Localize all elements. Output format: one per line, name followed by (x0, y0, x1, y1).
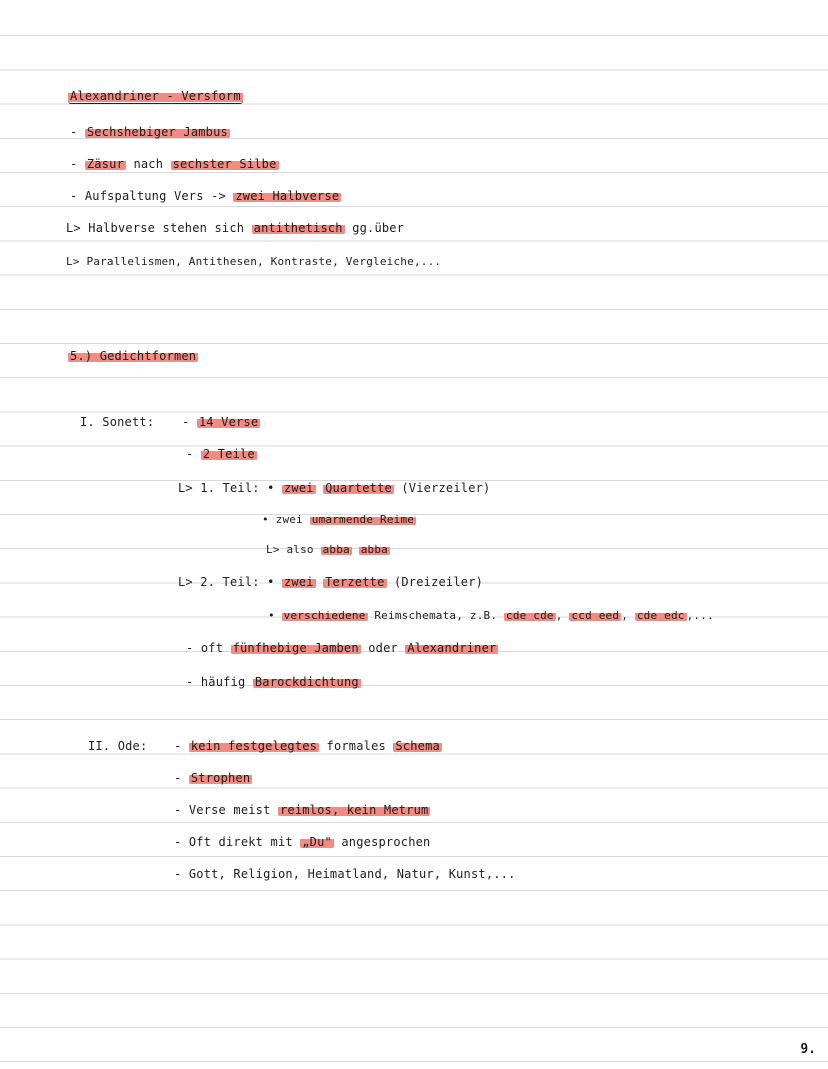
section-heading (68, 348, 198, 364)
text-oder: oder (368, 641, 398, 655)
highlight-14-verse: 14 Verse (198, 415, 259, 429)
text-angesprochen: angesprochen (341, 835, 431, 849)
text-reimschemata: Reimschemata, z.B. (374, 609, 498, 622)
ode-label-text: II. Ode: (88, 739, 148, 753)
alexandriner-heading (68, 88, 243, 104)
text-nach: nach (133, 157, 164, 171)
sonett-line-4 (262, 512, 416, 528)
ode-label (88, 738, 147, 754)
highlight-sechshebiger-jambus: Sechshebiger Jambus (86, 125, 228, 139)
ode-line-5 (174, 866, 516, 882)
highlight-strophen: Strophen (190, 771, 251, 785)
dash: - (70, 157, 78, 171)
highlight-abba-1: abba (322, 543, 350, 556)
highlight-terzette: Terzette (325, 575, 385, 589)
alexandriner-title: Alexandriner - Versform (70, 89, 241, 103)
highlight-du: „Du" (302, 835, 332, 849)
highlight-zwei: zwei (283, 575, 314, 589)
dash: - (186, 447, 194, 461)
text-ellipsis: ,... (686, 609, 714, 622)
highlight-quartette: Quartette (325, 481, 392, 495)
alexandriner-line-1 (70, 124, 230, 140)
dash: - (70, 125, 78, 139)
highlight-barockdichtung: Barockdichtung (254, 675, 359, 689)
comma: , (621, 609, 629, 622)
ode-line-4 (174, 834, 430, 850)
text-parallelismen: L> Parallelismen, Antithesen, Kontraste, Vergleiche,... (66, 255, 442, 268)
highlight-antithetisch: antithetisch (253, 221, 343, 235)
highlight-abba-2: abba (360, 543, 389, 556)
sonett-line-6 (178, 574, 483, 590)
alexandriner-line-2 (70, 156, 279, 172)
sonett-label (80, 414, 154, 430)
text-oft-direkt-mit: - Oft direkt mit (174, 835, 293, 849)
highlight-sechster-silbe: sechster Silbe (172, 157, 277, 171)
text-dreizeiler: (Dreizeiler) (393, 575, 484, 589)
text-zweiter-teil: L> 2. Teil: • (178, 575, 275, 589)
highlight-verschiedene: verschiedene (283, 609, 366, 622)
text-vierzeiler: (Vierzeiler) (401, 481, 491, 495)
text-formales: formales (326, 739, 386, 753)
sonett-line-1 (182, 414, 260, 430)
alexandriner-line-4 (66, 220, 404, 236)
sonett-label-text: I. Sonett: (80, 415, 155, 429)
highlight-kein-festgelegtes: kein festgelegtes (190, 739, 318, 753)
sonett-line-2 (186, 446, 257, 462)
highlight-2-teile: 2 Teile (202, 447, 255, 461)
text-halbverse-stehen: L> Halbverse stehen sich (66, 221, 245, 235)
text-also: L> also (266, 543, 314, 556)
text-zwei: • zwei (262, 513, 303, 526)
sonett-line-3 (178, 480, 490, 496)
highlight-fuenfhebige-jamben: fünfhebige Jamben (232, 641, 359, 655)
text-aufspaltung: - Aufspaltung Vers -> (70, 189, 226, 203)
highlight-umarmende-reime: umarmende Reime (311, 513, 415, 526)
alexandriner-line-3 (70, 188, 341, 204)
text-oft: - oft (186, 641, 224, 655)
ode-line-3 (174, 802, 430, 818)
highlight-reimlos-kein-metrum: reimlos, kein Metrum (279, 803, 429, 817)
sonett-line-5 (266, 542, 390, 558)
text-verse-meist: - Verse meist (174, 803, 271, 817)
highlight-zaesur: Zäsur (86, 157, 124, 171)
highlight-cde-edc: cde edc (636, 609, 685, 622)
bullet: • (268, 609, 275, 622)
ode-line-1 (174, 738, 442, 754)
sonett-line-8 (186, 640, 498, 656)
dash: - (174, 771, 182, 785)
dash: - (174, 739, 182, 753)
highlight-zwei-halbverse: zwei Halbverse (235, 189, 340, 203)
sonett-line-7 (268, 608, 714, 624)
highlight-ccd-eed: ccd eed (571, 609, 620, 622)
section-title: 5.) Gedichtformen (70, 349, 197, 363)
text-gott-religion: - Gott, Religion, Heimatland, Natur, Kunst,... (174, 867, 516, 881)
text-erster-teil: L> 1. Teil: • (178, 481, 275, 495)
ode-line-2 (174, 770, 252, 786)
sonett-line-9 (186, 674, 361, 690)
highlight-zwei: zwei (283, 481, 314, 495)
highlight-alexandriner: Alexandriner (407, 641, 497, 655)
highlight-cde-cde: cde cde (506, 609, 554, 622)
alexandriner-line-5 (66, 254, 441, 270)
dash: - (182, 415, 190, 429)
comma: , (555, 609, 563, 622)
text-gg-ueber: gg.über (352, 221, 405, 235)
highlight-schema: Schema (395, 739, 440, 753)
page-number: 9. (800, 1042, 816, 1057)
text-haeufig: - häufig (186, 675, 246, 689)
